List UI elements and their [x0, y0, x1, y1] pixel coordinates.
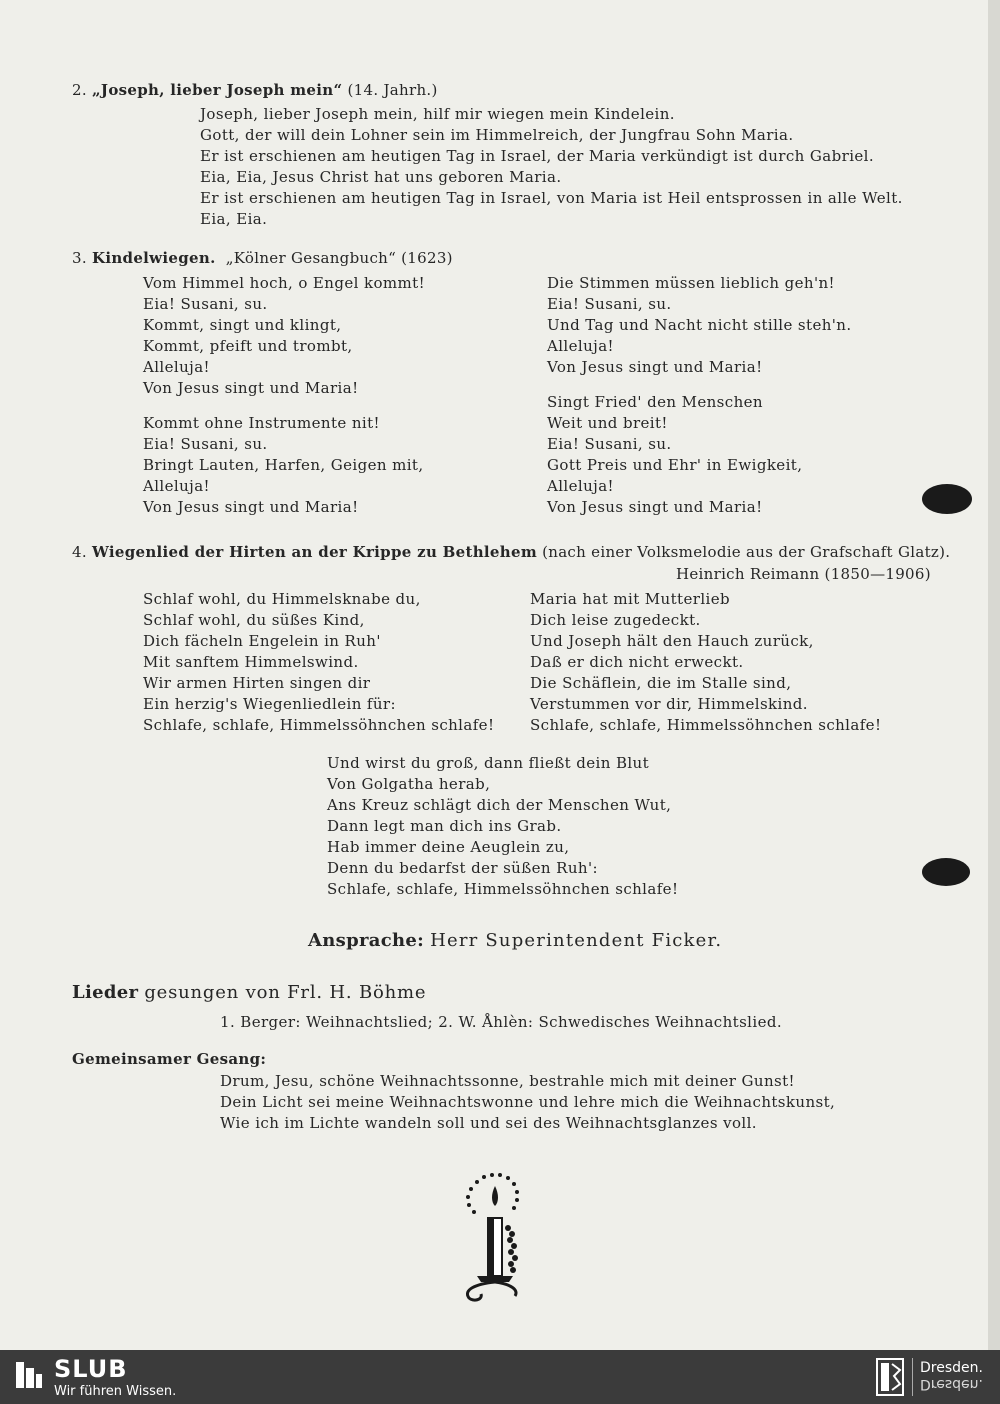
verse-line: Kommt ohne Instrumente nit! [143, 414, 380, 432]
verse-line: Drum, Jesu, schöne Weihnachtssonne, bestrahle mich mit deiner Gunst! [220, 1072, 795, 1090]
city-name-mirror: Dresden. [920, 1376, 983, 1392]
slub-logo-icon [14, 1360, 44, 1390]
verse-line: Die Stimmen müssen lieblich geh'n! [547, 274, 835, 292]
song-title: Wiegenlied der Hirten an der Krippe zu Bethlehem [92, 543, 537, 561]
verse-line: Von Golgatha herab, [327, 775, 491, 793]
verse-line: Schlafe, schlafe, Himmelssöhnchen schlafe! [327, 880, 679, 898]
songs-list: 1. Berger: Weihnachtslied; 2. W. Åhlèn: Schwedisches Weihnachtslied. [220, 1013, 783, 1031]
candle-ornament-icon [455, 1172, 535, 1304]
section-2-heading [72, 80, 438, 101]
verse-line: Von Jesus singt und Maria! [143, 498, 359, 516]
verse-line: Von Jesus singt und Maria! [547, 358, 763, 376]
song-title: Kindelwiegen. [92, 249, 216, 267]
footer-divider [912, 1358, 913, 1396]
address-label: Ansprache: [308, 930, 425, 951]
verse-line: Ein herzig's Wiegenliedlein für: [143, 695, 396, 713]
section-number: 3. [72, 249, 87, 267]
verse-line: Vom Himmel hoch, o Engel kommt! [143, 274, 426, 292]
verse-line: Kommt, pfeift und trombt, [143, 337, 353, 355]
songs-heading [72, 980, 426, 1006]
verse-line: Singt Fried' den Menschen [547, 393, 763, 411]
verse-line: Eia, Eia. [200, 210, 268, 228]
song-title: „Joseph, lieber Joseph mein“ [92, 81, 343, 99]
verse-line: Wie ich im Lichte wandeln soll und sei des Weihnachtsglanzes voll. [220, 1114, 757, 1132]
verse-line: Er ist erschienen am heutigen Tag in Israel, der Maria verkündigt ist durch Gabriel. [200, 147, 875, 165]
verse-line: Und wirst du groß, dann fließt dein Blut [327, 754, 650, 772]
verse-line: Weit und breit! [547, 414, 668, 432]
congregation-label: Gemeinsamer Gesang: [72, 1050, 267, 1068]
verse-line: Eia! Susani, su. [143, 295, 268, 313]
address-speaker: Herr Superintendent Ficker. [430, 930, 723, 951]
verse-line: Denn du bedarfst der süßen Ruh': [327, 859, 598, 877]
city-crest-icon [876, 1358, 904, 1396]
verse-line: Verstummen vor dir, Himmelskind. [530, 695, 808, 713]
verse-line: Dich fächeln Engelein in Ruh' [143, 632, 381, 650]
verse-line: Von Jesus singt und Maria! [143, 379, 359, 397]
verse-line: Bringt Lauten, Harfen, Geigen mit, [143, 456, 424, 474]
verse-line: Eia! Susani, su. [547, 435, 672, 453]
verse-line: Gott, der will dein Lohner sein im Himmelreich, der Jungfrau Sohn Maria. [200, 126, 794, 144]
songs-singer: gesungen von Frl. H. Böhme [144, 982, 427, 1003]
footer-bar [0, 1350, 1000, 1404]
songs-label: Lieder [72, 982, 139, 1003]
punch-hole-upper [922, 484, 972, 514]
library-tagline: Wir führen Wissen. [54, 1384, 177, 1399]
verse-line: Gott Preis und Ehr' in Ewigkeit, [547, 456, 803, 474]
verse-line: Schlaf wohl, du süßes Kind, [143, 611, 365, 629]
verse-line: Kommt, singt und klingt, [143, 316, 342, 334]
song-source: „Kölner Gesangbuch“ (1623) [225, 249, 453, 267]
verse-line: Eia! Susani, su. [143, 435, 268, 453]
section-number: 4. [72, 543, 87, 561]
verse-line: Daß er dich nicht erweckt. [530, 653, 744, 671]
song-note: (14. Jahrh.) [347, 81, 438, 99]
song-author: Heinrich Reimann (1850—1906) [676, 565, 931, 583]
address-line [308, 928, 722, 954]
verse-line: Alleluja! [547, 477, 614, 495]
verse-line: Eia! Susani, su. [547, 295, 672, 313]
page-edge [988, 0, 1000, 1350]
verse-line: Schlafe, schlafe, Himmelssöhnchen schlafe! [143, 716, 495, 734]
verse-line: Alleluja! [547, 337, 614, 355]
verse-line: Mit sanftem Himmelswind. [143, 653, 359, 671]
verse-line: Dich leise zugedeckt. [530, 611, 701, 629]
verse-line: Eia, Eia, Jesus Christ hat uns geboren Maria. [200, 168, 562, 186]
verse-line: Von Jesus singt und Maria! [547, 498, 763, 516]
verse-line: Dein Licht sei meine Weihnachtswonne und lehre mich die Weihnachtskunst, [220, 1093, 836, 1111]
section-3-heading [72, 248, 453, 269]
verse-line: Schlaf wohl, du Himmelsknabe du, [143, 590, 421, 608]
verse-line: Schlafe, schlafe, Himmelssöhnchen schlafe! [530, 716, 882, 734]
song-note: (nach einer Volksmelodie aus der Grafschaft Glatz). [542, 543, 951, 561]
library-brand: SLUB [54, 1355, 128, 1383]
verse-line: Maria hat mit Mutterlieb [530, 590, 730, 608]
verse-line: Die Schäflein, die im Stalle sind, [530, 674, 792, 692]
verse-line: Ans Kreuz schlägt dich der Menschen Wut, [327, 796, 672, 814]
punch-hole-lower [922, 858, 970, 886]
city-name: Dresden. [920, 1360, 983, 1376]
verse-line: Dann legt man dich ins Grab. [327, 817, 562, 835]
verse-line: Und Joseph hält den Hauch zurück, [530, 632, 814, 650]
verse-line: Hab immer deine Aeuglein zu, [327, 838, 570, 856]
verse-line: Alleluja! [143, 477, 210, 495]
verse-line: Alleluja! [143, 358, 210, 376]
verse-line: Und Tag und Nacht nicht stille steh'n. [547, 316, 852, 334]
verse-line: Wir armen Hirten singen dir [143, 674, 371, 692]
verse-line: Er ist erschienen am heutigen Tag in Israel, von Maria ist Heil entsprossen in alle Welt. [200, 189, 903, 207]
verse-line: Joseph, lieber Joseph mein, hilf mir wiegen mein Kindelein. [200, 105, 675, 123]
section-4-heading [72, 542, 950, 563]
section-number: 2. [72, 81, 87, 99]
